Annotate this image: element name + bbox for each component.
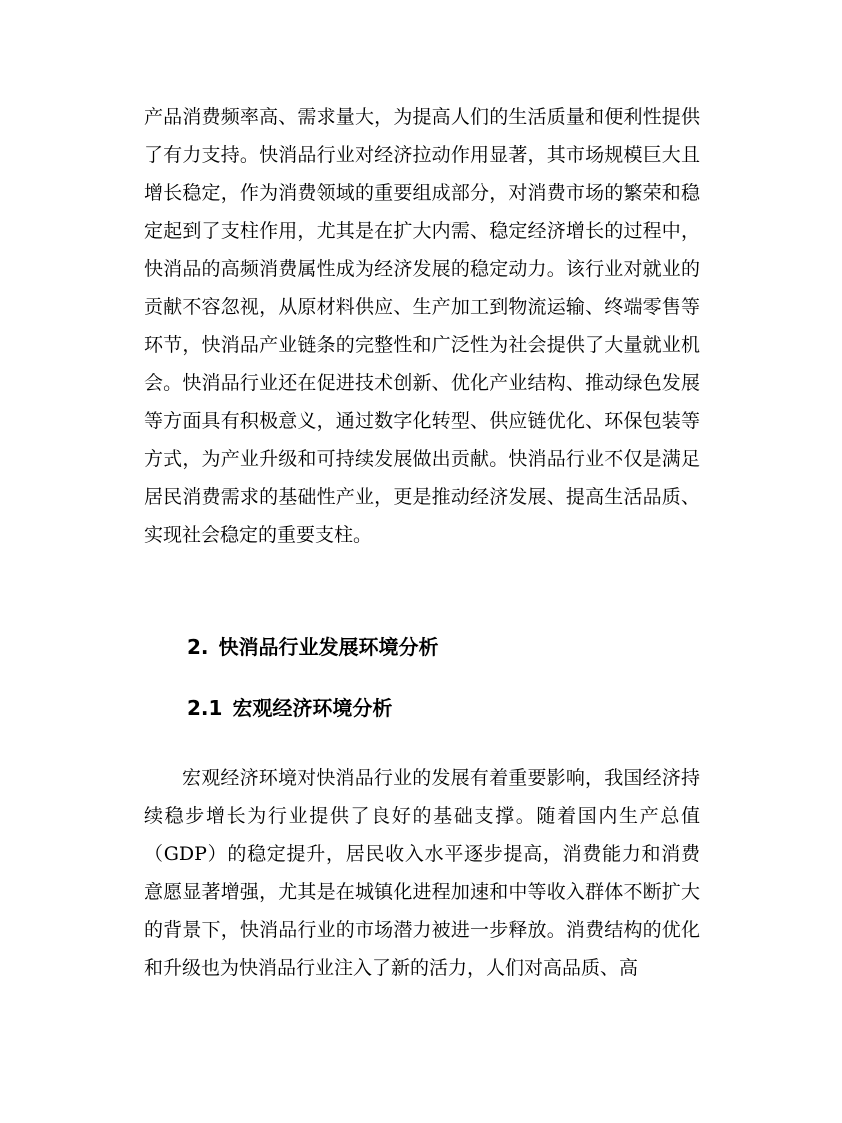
section-number: 2. [187, 635, 209, 659]
section-heading [187, 633, 439, 661]
subsection-heading [187, 694, 392, 722]
body-paragraph: 产品消费频率高、需求量大，为提高人们的生活质量和便利性提供了有力支持。快消品行业对经济拉动作用显著，其市场规模巨大且增长稳定，作为消费领域的重要组成部分，对消费市场的繁荣和稳定起到了支柱作用，尤其是在扩大内需、稳定经济增长的过程中，快消品的高频消费属性成为经济发展的稳定动力。该行业对就业的贡献不容忽视，从原材料供应、生产加工到物流运输、终端零售等环节，快消品产业链条的完整性和广泛性为社会提供了大量就业机会。快消品行业还在促进技术创新、优化产业结构、推动绿色发展等方面具有积极意义，通过数字化转型、供应链优化、环保包装等方式，为产业升级和可持续发展做出贡献。快消品行业不仅是满足居民消费需求的基础性产业，更是推动经济发展、提高生活品质、实现社会稳定的重要支柱。 [144, 106, 700, 546]
subsection-number: 2.1 [187, 696, 223, 720]
section-title: 快消品行业发展环境分析 [218, 635, 439, 659]
subsection-title: 宏观经济环境分析 [232, 696, 393, 720]
body-paragraph: 宏观经济环境对快消品行业的发展有着重要影响，我国经济持续稳步增长为行业提供了良好的基础支撑。随着国内生产总值（GDP）的稳定提升，居民收入水平逐步提高，消费能力和消费意愿显著增强，尤其是在城镇化进程加速和中等收入群体不断扩大的背景下，快消品行业的市场潜力被进一步释放。消费结构的优化和升级也为快消品行业注入了新的活力，人们对高品质、高 [144, 767, 700, 979]
